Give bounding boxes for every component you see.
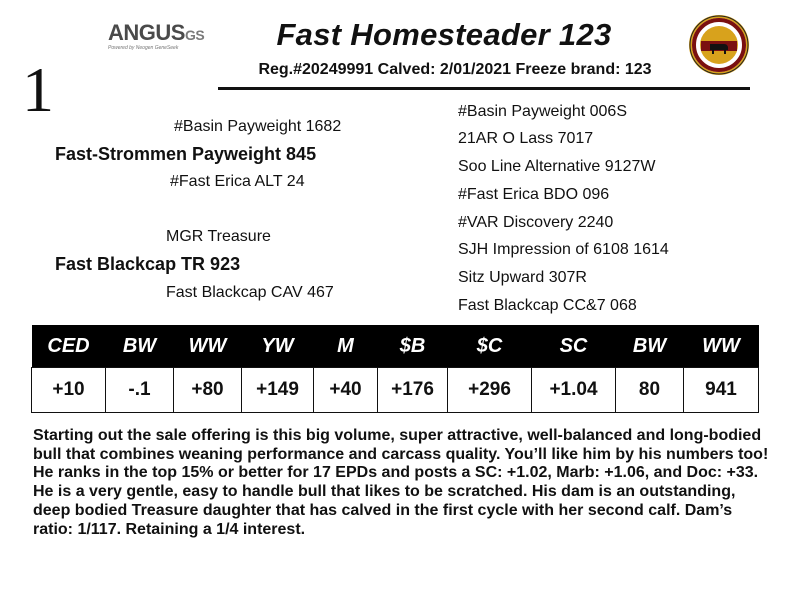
sire: Fast-Strommen Payweight 845 <box>55 144 317 164</box>
epd-value-b-index: +176 <box>378 368 448 413</box>
epd-value-m: +40 <box>314 368 378 413</box>
dam-sire: MGR Treasure <box>166 228 271 245</box>
logo-tagline: Powered by Neogen GeneSeek <box>108 45 179 51</box>
epd-header-ced: CED <box>32 325 106 368</box>
epd-values-row <box>32 368 759 413</box>
epd-header-ww: WW <box>174 325 242 368</box>
pedigree-right-line: #Basin Payweight 006S <box>458 103 627 120</box>
pedigree-right-line: Fast Blackcap CC&7 068 <box>458 297 637 314</box>
logo-suffix: GS <box>184 27 205 43</box>
epd-header-c-index: $C <box>448 325 532 368</box>
logo-main: ANGUS <box>108 20 185 45</box>
epd-header-m: M <box>314 325 378 368</box>
epd-value-c-index: +296 <box>448 368 532 413</box>
lot-number: 1 <box>22 54 54 125</box>
epd-value-yw: +149 <box>242 368 314 413</box>
animal-name: Fast Homesteader 123 <box>276 17 612 52</box>
epd-header-actual-ww: WW <box>684 325 759 368</box>
sire-sire: #Basin Payweight 1682 <box>174 118 342 135</box>
sire-dam: #Fast Erica ALT 24 <box>170 173 305 190</box>
epd-header-row <box>32 325 759 368</box>
epd-value-ww: +80 <box>174 368 242 413</box>
epd-header-yw: YW <box>242 325 314 368</box>
epd-value-ced: +10 <box>32 368 106 413</box>
angus-gs-logo <box>108 22 218 64</box>
seal-badge-icon <box>688 14 750 76</box>
epd-value-sc: +1.04 <box>532 368 616 413</box>
pedigree-right-line: Sitz Upward 307R <box>458 269 587 286</box>
epd-header-bw: BW <box>106 325 174 368</box>
epd-header-sc: SC <box>532 325 616 368</box>
pedigree-right-line: 21AR O Lass 7017 <box>458 130 594 147</box>
lot-description: Starting out the sale offering is this big volume, super attractive, well-balanced and long-bodied bull that combines weaning performance and carcass quality. You’ll like him by his numbers too! He ranks in the top 15% or better for 17 EPDs and posts a SC: +1.02, Marb: +1.06, and Doc: +33. He is a very gentle, easy to handle bull that likes to be scratched. His dam is an outstanding, deep bodied Treasure daughter that has calved in the first cycle with her second calf. Dam’s ratio: 1/117. Retaining a 1/4 interest. <box>33 427 769 538</box>
epd-header-b-index: $B <box>378 325 448 368</box>
epd-header-actual-bw: BW <box>616 325 684 368</box>
pedigree-right-line: Soo Line Alternative 9127W <box>458 158 656 175</box>
pedigree-right-line: SJH Impression of 6108 1614 <box>458 241 669 258</box>
epd-value-actual-ww: 941 <box>684 368 759 413</box>
epd-table <box>31 325 759 413</box>
pedigree-right-line: #VAR Discovery 2240 <box>458 214 614 231</box>
dam: Fast Blackcap TR 923 <box>55 254 241 274</box>
pedigree-right-line: #Fast Erica BDO 096 <box>458 186 610 203</box>
header-divider <box>218 87 750 90</box>
epd-value-actual-bw: 80 <box>616 368 684 413</box>
epd-value-bw: -.1 <box>106 368 174 413</box>
registration-line: Reg.#20249991 Calved: 2/01/2021 Freeze brand: 123 <box>258 61 652 78</box>
dam-dam: Fast Blackcap CAV 467 <box>166 284 334 301</box>
